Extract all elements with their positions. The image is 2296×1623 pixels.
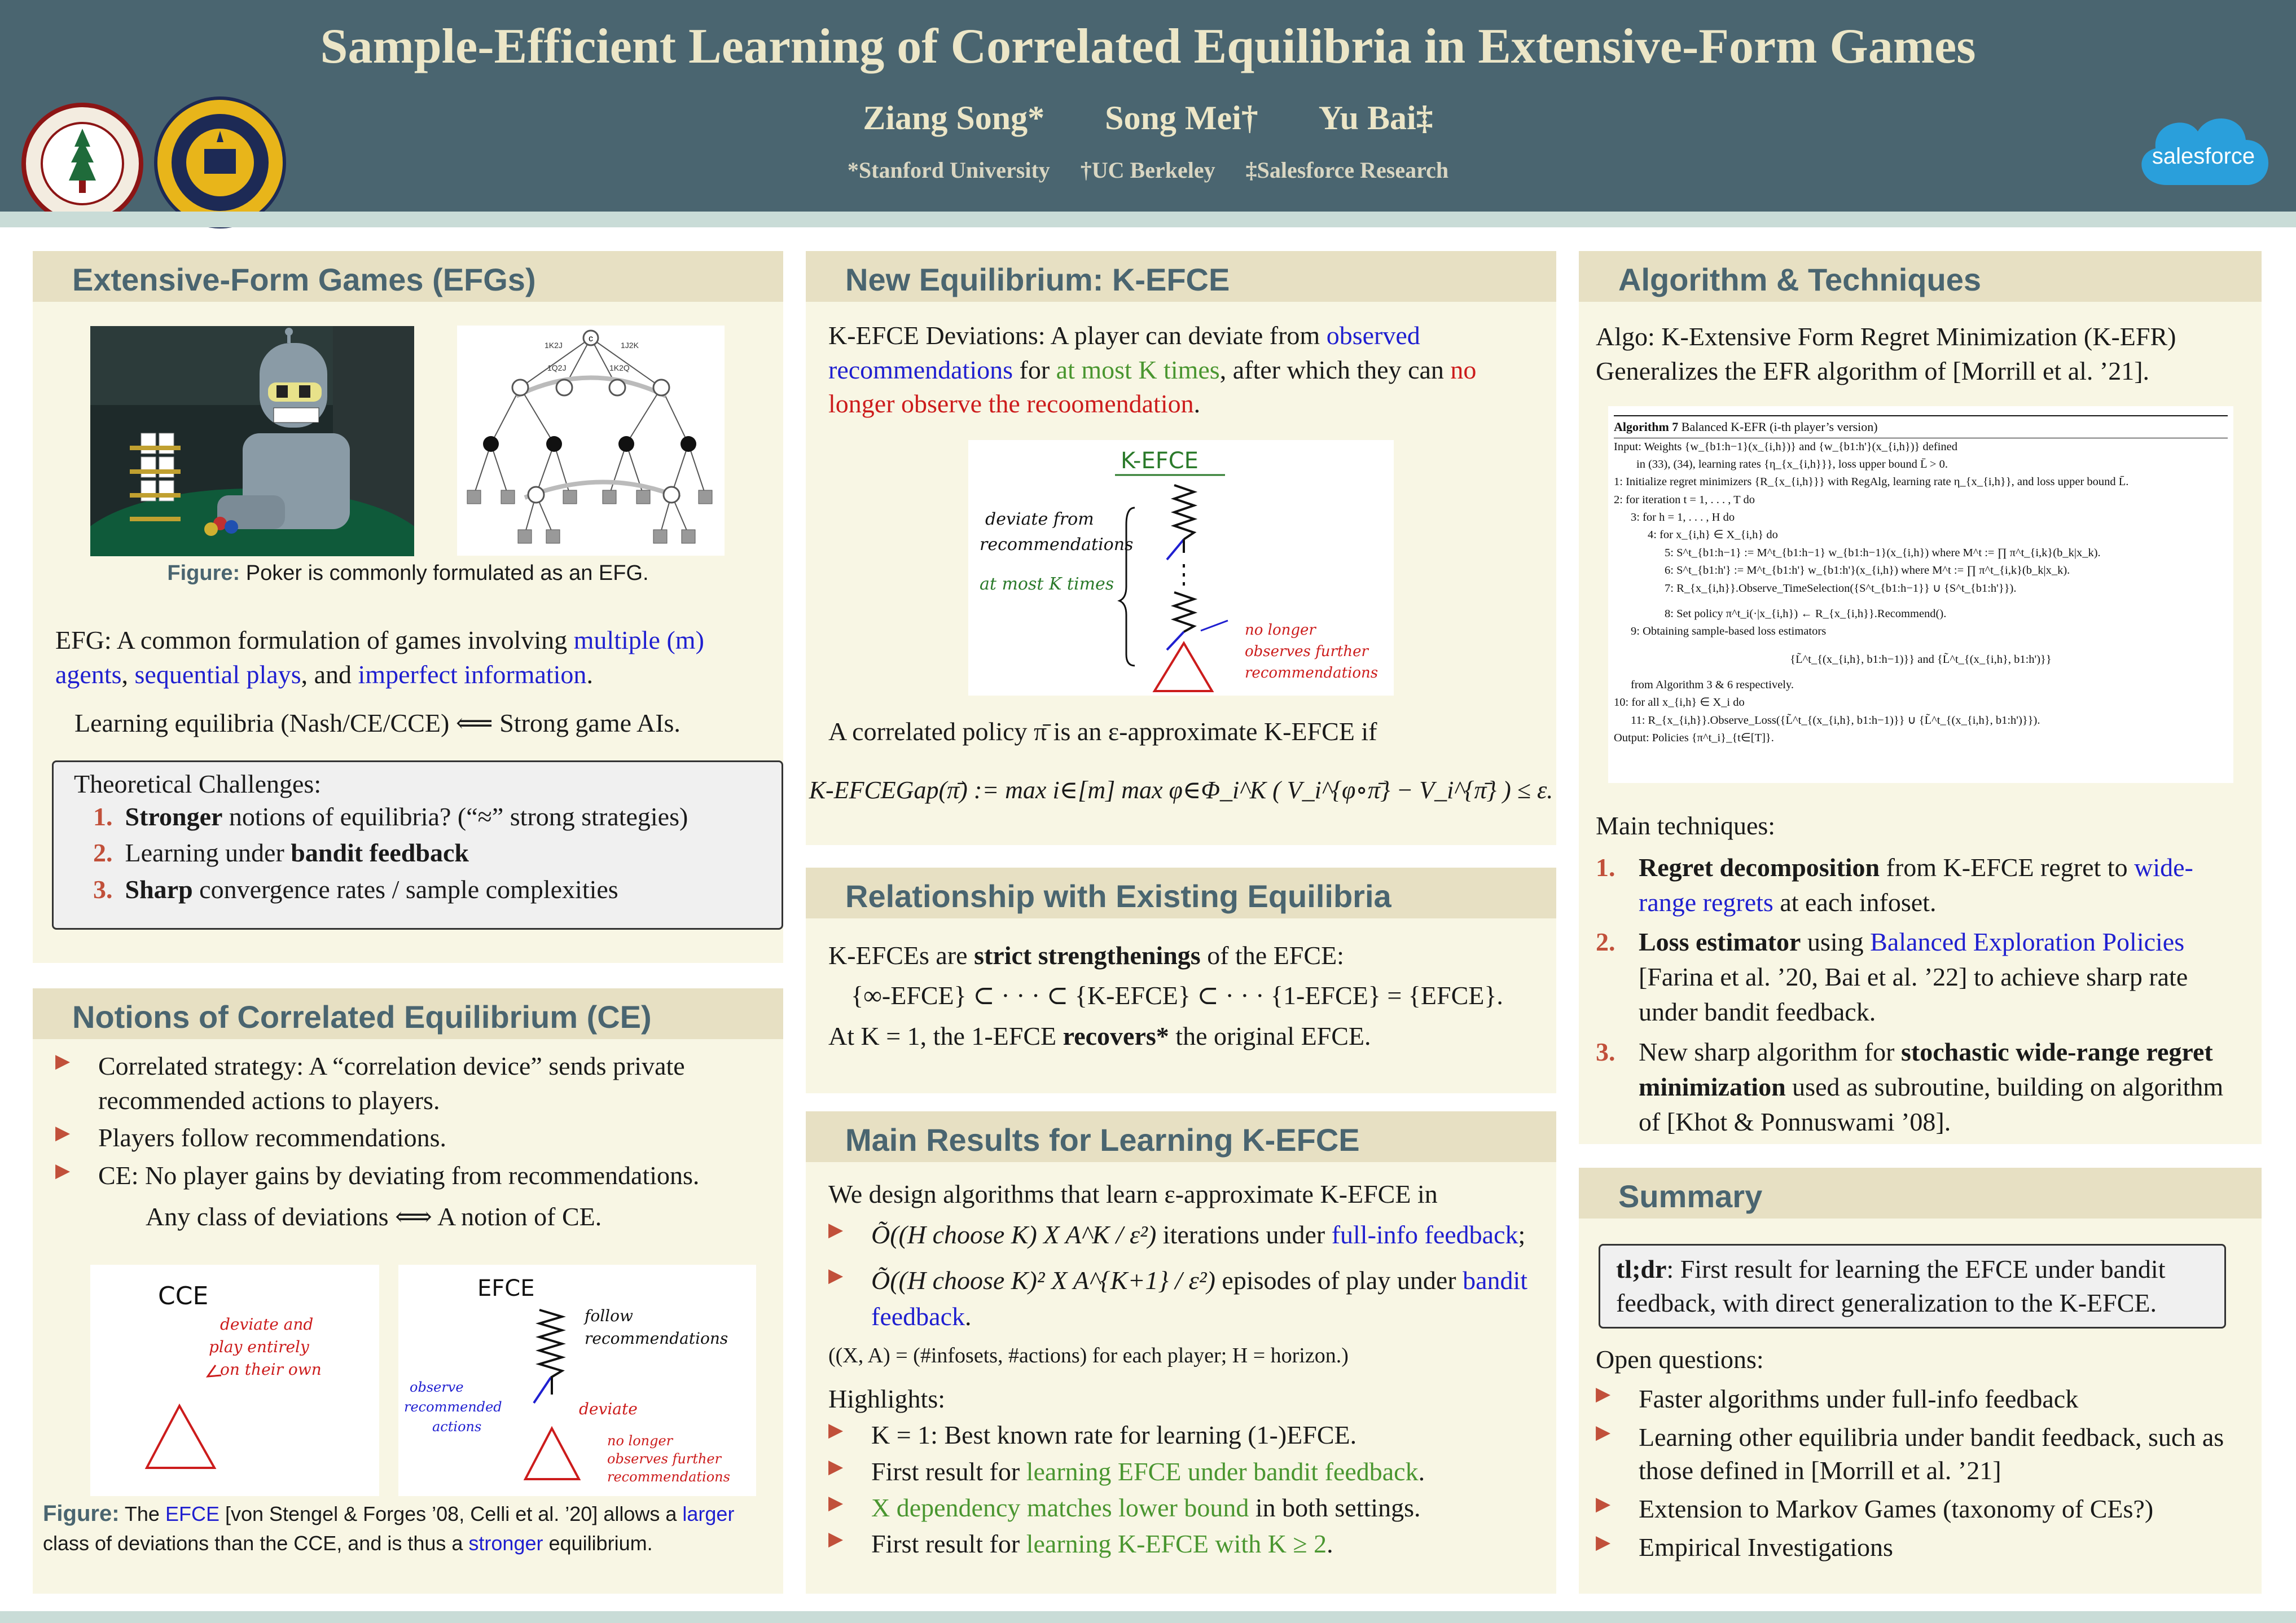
challenge-rest: notions of equilibria? (“≈” strong strategies) [222,802,688,831]
tree-label-mid-left: 1Q2J [547,363,567,372]
efg-intro-and: , and [301,659,358,689]
bullet-triangle-icon: ▶ [55,1123,71,1144]
challenges-box [52,760,783,930]
rate-1-end: ; [1518,1220,1526,1250]
algo-line: 11: R_{x_{i,h}}.Observe_Loss({L̃^t_{(x_{i,h}, b1:h−1)}} ∪ {L̃^t_{(x_{i,h}, b1:h')}}). [1631,714,2040,727]
algorithm-heading: Algorithm & Techniques [1579,251,2262,302]
berkeley-seal-icon [152,95,288,230]
rel-bold: strict strengthenings [974,941,1201,970]
cce-sketch-title: CCE [158,1282,209,1310]
kefce-deviations [828,319,1534,421]
algorithm-panel [1579,251,2262,1144]
results-body [806,1176,1556,1563]
bullet-triangle-icon: ▶ [1596,1422,1611,1443]
highlight-rest: in both settings. [1249,1493,1421,1522]
kefce-nl-2: observes further [1245,643,1368,660]
bullet-triangle-icon: ▶ [55,1051,71,1072]
technique-pre: New sharp algorithm for [1639,1037,1901,1066]
algo-line: 7: R_{x_{i,h}}.Observe_TimeSelection({S^t_{b1:h−1}} ∪ {S^t_{b1:h'}}). [1665,582,2017,595]
rate-2-link: bandit feedback [871,1265,1528,1331]
technique-rest: from K-EFCE regret to [1880,853,2135,882]
highlight-item [828,1417,1534,1453]
efce-nolonger-3: recommendations [607,1469,730,1485]
rel3-pre: At K = 1, the 1-EFCE [828,1021,1063,1050]
technique-number: 1. [1596,853,1615,882]
figure-label: Figure: [167,561,240,585]
poster-title: Sample-Efficient Learning of Correlated Equilibria in Extensive-Form Games [320,19,1976,74]
highlight-text: K = 1: Best known rate for learning (1-)EFCE. [871,1420,1357,1450]
open-question-text: Learning other equilibria under bandit feedback, such as those defined in [Morrill et al. ’21] [1639,1422,2224,1485]
efg-intro-sequential: sequential plays [134,659,301,689]
highlights-title: Highlights: [828,1384,946,1413]
open-question-text: Faster algorithms under full-info feedback [1639,1384,2079,1413]
efg-intro-end: . [586,659,593,689]
author-list [0,99,2296,138]
ce-figure-caption [43,1498,776,1558]
challenge-item [93,799,761,835]
summary-heading: Summary [1579,1168,2262,1219]
efce-sketch [398,1265,756,1496]
algo-line: 6: S^t_{b1:h'} := M^t_{b1:h'} w_{b1:h'}(x_{i,h}) where M^t := ∏ π^t_{i,k}(b_k|x_k). [1665,564,2070,577]
algo-box-title-text: Balanced K-EFR (i-th player’s version) [1678,420,1878,434]
ce-bullet [55,1159,761,1193]
open-question-text: Extension to Markov Games (taxonomy of CEs?) [1639,1494,2154,1524]
technique-item [1596,850,2245,920]
technique-bold: Regret decomposition [1639,853,1880,882]
algo-line: 9: Obtaining sample-based loss estimators [1631,625,1827,638]
algo-line: Output: Policies {π^t_i}_{t∈[T]}. [1614,732,1774,745]
highlight-pre: First result for [871,1529,1026,1559]
challenge-number: 1. [93,802,113,831]
salesforce-logo-icon [2127,100,2280,202]
caption-efce-link[interactable]: EFCE [165,1502,219,1525]
efce-follow-2: recommendations [585,1329,728,1348]
algo-line-2: Generalizes the EFR algorithm of [Morrill et al. ’21]. [1596,356,2150,385]
technique-bold: stochastic wide-range regret minimization [1639,1037,2213,1101]
highlight-green: learning EFCE under bandit feedback [1026,1457,1419,1486]
tldr-label: tl;dr [1616,1255,1667,1283]
results-rate-1 [828,1217,1534,1253]
poster-header [0,0,2296,212]
open-question-text: Empirical Investigations [1639,1532,1893,1562]
technique-rest: using [1801,927,1871,957]
efce-observe-3: actions [432,1419,482,1435]
challenge-bold: Sharp [125,874,193,904]
highlight-end: . [1327,1529,1333,1559]
kefce-policy-line: A correlated policy π̄ is an ε-approximate K-EFCE if [828,717,1377,746]
bullet-triangle-icon: ▶ [828,1220,844,1241]
technique-item [1596,925,2245,1030]
affiliation-1: *Stanford University [847,157,1050,183]
algo-line: Input: Weights {w_{b1:h−1}(x_{i,h})} and {w_{b1:h'}(x_{i,h})} defined [1614,440,1957,453]
footer-divider [0,1611,2296,1623]
author-3: Yu Bai‡ [1318,99,1433,137]
relationship-panel [806,868,1556,1093]
ce-bullet [55,1121,761,1155]
summary-body [1579,1343,2262,1564]
results-panel [806,1111,1556,1594]
kefce-nl-1: no longer [1245,622,1316,639]
technique-number: 2. [1596,927,1615,957]
bullet-triangle-icon: ▶ [828,1492,844,1514]
ce-body [33,1049,783,1234]
efg-intro-sep: , [121,659,135,689]
kefce-dev-1: deviate from [985,509,1094,529]
algo-line: 1: Initialize regret minimizers {R_{x_{i,h}}} with RegAlg, learning rate η_{x_{i,h}}, and loss upper bound L̄. [1614,476,2129,489]
caption-pre: The [119,1502,165,1525]
rel-pre: K-EFCEs are [828,941,974,970]
highlight-end: . [1418,1457,1425,1486]
open-questions-title: Open questions: [1596,1345,1764,1374]
tree-root-label: c [589,334,593,344]
caption-stronger: stronger [468,1532,543,1555]
figure-caption-text: Poker is commonly formulated as an EFG. [245,561,649,585]
affiliation-2: †UC Berkeley [1080,157,1215,183]
dev-end: . [1193,389,1201,419]
ce-bullet-text: Players follow recommendations. [98,1123,447,1153]
kefce-sketch [968,440,1394,696]
technique-link: wide-range regrets [1639,853,2193,917]
algo-line: 3: for h = 1, . . . , H do [1631,511,1735,524]
dev-after: , after which they can [1219,355,1451,384]
challenge-rest: convergence rates / sample complexities [192,874,618,904]
algo-line: from Algorithm 3 & 6 respectively. [1631,678,1794,691]
kefce-body [806,319,1556,421]
caption-mid: [von Stengel & Forges ’08, Celli et al. ’20] allows a [219,1502,683,1525]
ce-panel [33,988,783,1594]
efce-observe-2: recommended [404,1399,502,1415]
highlight-green: learning K-EFCE with K ≥ 2 [1026,1529,1327,1559]
open-question-item [1596,1530,2245,1564]
rel-post: of the EFCE: [1200,941,1344,970]
efce-follow-1: follow [585,1307,633,1325]
challenge-number: 2. [93,838,113,868]
stanford-seal-icon [20,102,144,226]
figure-label: Figure: [43,1501,120,1526]
header-divider [0,212,2296,227]
author-1: Ziang Song* [863,99,1045,137]
bullet-triangle-icon: ▶ [828,1265,844,1286]
challenges-title: Theoretical Challenges: [74,769,322,798]
algo-line: {L̃^t_{(x_{i,h}, b1:h−1)}} and {L̃^t_{(x_{i,h}, b1:h')}} [1790,653,2052,666]
salesforce-logo-text: salesforce [2152,144,2255,169]
relationship-body [806,935,1556,1056]
tree-label-top-left: 1K2J [545,341,563,350]
efg-intro-prefix: EFG: A common formulation of games involving [55,626,574,654]
highlight-item [828,1526,1534,1562]
cce-note-2: play entirely [209,1338,309,1356]
technique-end: [Farina et al. ’20, Bai et al. ’22] to achieve sharp rate under bandit feedback. [1639,962,2188,1027]
open-question-item [1596,1420,2245,1488]
efg-intro-imperfect: imperfect information [358,659,587,689]
efg-intro [55,623,761,692]
bullet-triangle-icon: ▶ [1596,1494,1611,1515]
rate-2-formula: Õ((H choose K)² X A^{K+1} / ε²) [871,1265,1215,1295]
tree-label-top-right: 1J2K [621,341,639,350]
open-question-item [1596,1492,2245,1526]
dev-observed: observed recommendations [828,321,1420,384]
kefce-heading: New Equilibrium: K-EFCE [806,251,1556,302]
technique-end: used as subroutine, building on algorithm of [Khot & Ponnuswami ’08]. [1639,1072,2224,1136]
ce-bullet-text: Correlated strategy: A “correlation device” sends private recommended actions to players. [98,1052,685,1115]
bullet-triangle-icon: ▶ [828,1529,844,1550]
affiliation-list [0,157,2296,183]
technique-end: at each infoset. [1773,888,1937,917]
rate-1-link: full-info feedback [1331,1220,1518,1250]
results-rate-2 [828,1263,1534,1335]
bullet-triangle-icon: ▶ [828,1420,844,1441]
caption-end: equilibrium. [543,1532,653,1555]
cce-sketch [90,1265,379,1496]
rate-2-end: . [965,1302,972,1331]
challenge-pre: Learning under [125,838,291,868]
ce-any-class-line: Any class of deviations ⟺ A notion of CE. [146,1202,602,1231]
kefce-atmost: at most K times [980,574,1114,594]
efce-sketch-title: EFCE [477,1275,535,1301]
challenge-item [93,835,761,871]
algo-line: 5: S^t_{b1:h−1} := M^t_{b1:h−1} w_{b1:h−1}(x_{i,h}) where M^t := ∏ π^t_{i,k}(b_k|x_k). [1665,546,2101,559]
results-note: ((X, A) = (#infosets, #actions) for each player; H = horizon.) [828,1343,1349,1367]
efce-observe-1: observe [410,1379,464,1395]
affiliation-3: ‡Salesforce Research [1245,157,1449,183]
efce-deviate: deviate [579,1400,638,1418]
kefce-gap-formula: K-EFCEGap(π̄) := max i∈[m] max φ∈Φ_i^K ( V_i^{φ∘π̄} − V_i^{π̄} ) ≤ ε. [809,776,1553,804]
efg-intro-multiple: multiple (m) agents [55,626,704,689]
efg-figure-caption [33,561,783,586]
relationship-line-1 [828,935,1534,975]
open-question-item [1596,1382,2245,1416]
algo-line: 4: for x_{i,h} ∈ X_{i,h} do [1648,529,1778,542]
highlight-item [828,1454,1534,1490]
cce-note-1: deviate and [220,1315,314,1334]
algo-line-1: Algo: K-Extensive Form Regret Minimization (K-EFR) [1596,322,2176,351]
efg-panel [33,251,783,963]
dev-atmost: at most K times [1056,355,1220,384]
dev-nolonger: no longer observe the recoomendation [828,355,1477,419]
dev-for: for [1013,355,1056,384]
efg-body [33,623,783,741]
results-heading: Main Results for Learning K-EFCE [806,1111,1556,1162]
rate-2-tail: episodes of play under [1215,1265,1463,1295]
efce-nolonger-2: observes further [607,1451,722,1467]
bullet-triangle-icon: ▶ [1596,1383,1611,1405]
challenge-bold: Stronger [125,802,223,831]
techniques-body [1579,808,2262,1140]
dev-pre: K-EFCE Deviations: A player can deviate from [828,321,1327,350]
cce-note-3: on their own [220,1360,322,1379]
technique-number: 3. [1596,1037,1615,1066]
relationship-chain: {∞-EFCE} ⊂ · · · ⊂ {K-EFCE} ⊂ · · · {1-EFCE} = {EFCE}. [851,981,1503,1010]
algo-line: 8: Set policy π^t_i(·|x_{i,h}) ← R_{x_{i,h}}.Recommend(). [1665,607,1947,620]
technique-bold: Loss estimator [1639,927,1801,957]
poker-robot-image [90,326,414,556]
efg-heading: Extensive-Form Games (EFGs) [33,251,783,302]
algo-line: 10: for all x_{i,h} ∈ X_i do [1614,696,1745,709]
relationship-heading: Relationship with Existing Equilibria [806,868,1556,918]
techniques-title: Main techniques: [1596,811,1776,840]
bullet-triangle-icon: ▶ [55,1160,71,1182]
tree-label-mid-right: 1K2Q [609,363,630,372]
challenge-item [93,872,761,908]
algo-box-number: Algorithm 7 [1614,420,1679,434]
highlight-item [828,1490,1534,1526]
challenge-bold: bandit feedback [291,838,469,868]
poker-game-tree-diagram [457,326,725,556]
kefce-nl-3: recommendations [1245,665,1379,681]
algorithm-intro [1579,320,2262,388]
caption-mid2: class of deviations than the CCE, and is thus a [43,1532,469,1555]
challenge-number: 3. [93,874,113,904]
algo-line: in (33), (34), learning rates {η_{x_{i,h}}}, loss upper bound L̄ > 0. [1636,458,1948,471]
bullet-triangle-icon: ▶ [828,1456,844,1477]
technique-link: Balanced Exploration Policies [1870,927,2185,957]
technique-item [1596,1035,2245,1140]
ce-bullet [55,1049,761,1118]
highlight-pre: First result for [871,1457,1026,1486]
summary-panel [1579,1168,2262,1594]
algo-line: 2: for iteration t = 1, . . . , T do [1614,493,1755,506]
bullet-triangle-icon: ▶ [1596,1532,1611,1553]
rel3-post: the original EFCE. [1169,1021,1371,1050]
efce-nolonger-1: no longer [607,1433,673,1449]
algorithm-box [1608,406,2233,783]
ce-heading: Notions of Correlated Equilibrium (CE) [33,988,783,1039]
efg-learning-line: Learning equilibria (Nash/CE/CCE) ⟸ Strong game AIs. [74,709,681,738]
tldr-text: : First result for learning the EFCE under bandit feedback, with direct generalization to the K-EFCE. [1616,1255,2166,1317]
rel3-bold: recovers* [1063,1021,1169,1050]
highlight-green: X dependency matches lower bound [871,1493,1249,1522]
kefce-dev-2: recommendations [980,535,1134,555]
relationship-line-3 [828,1016,1534,1056]
kefce-panel [806,251,1556,845]
tldr-box [1599,1244,2226,1329]
author-2: Song Mei† [1105,99,1258,137]
caption-larger: larger [682,1502,735,1525]
ce-bullet-text: CE: No player gains by deviating from recommendations. [98,1161,700,1190]
kefce-sketch-title: K-EFCE [1121,448,1199,474]
rate-1-tail: iterations under [1156,1220,1332,1250]
results-intro: We design algorithms that learn ε-approximate K-EFCE in [828,1180,1438,1208]
rate-1-formula: Õ((H choose K) X A^K / ε²) [871,1220,1157,1250]
algorithm-box-title [1614,415,2228,438]
